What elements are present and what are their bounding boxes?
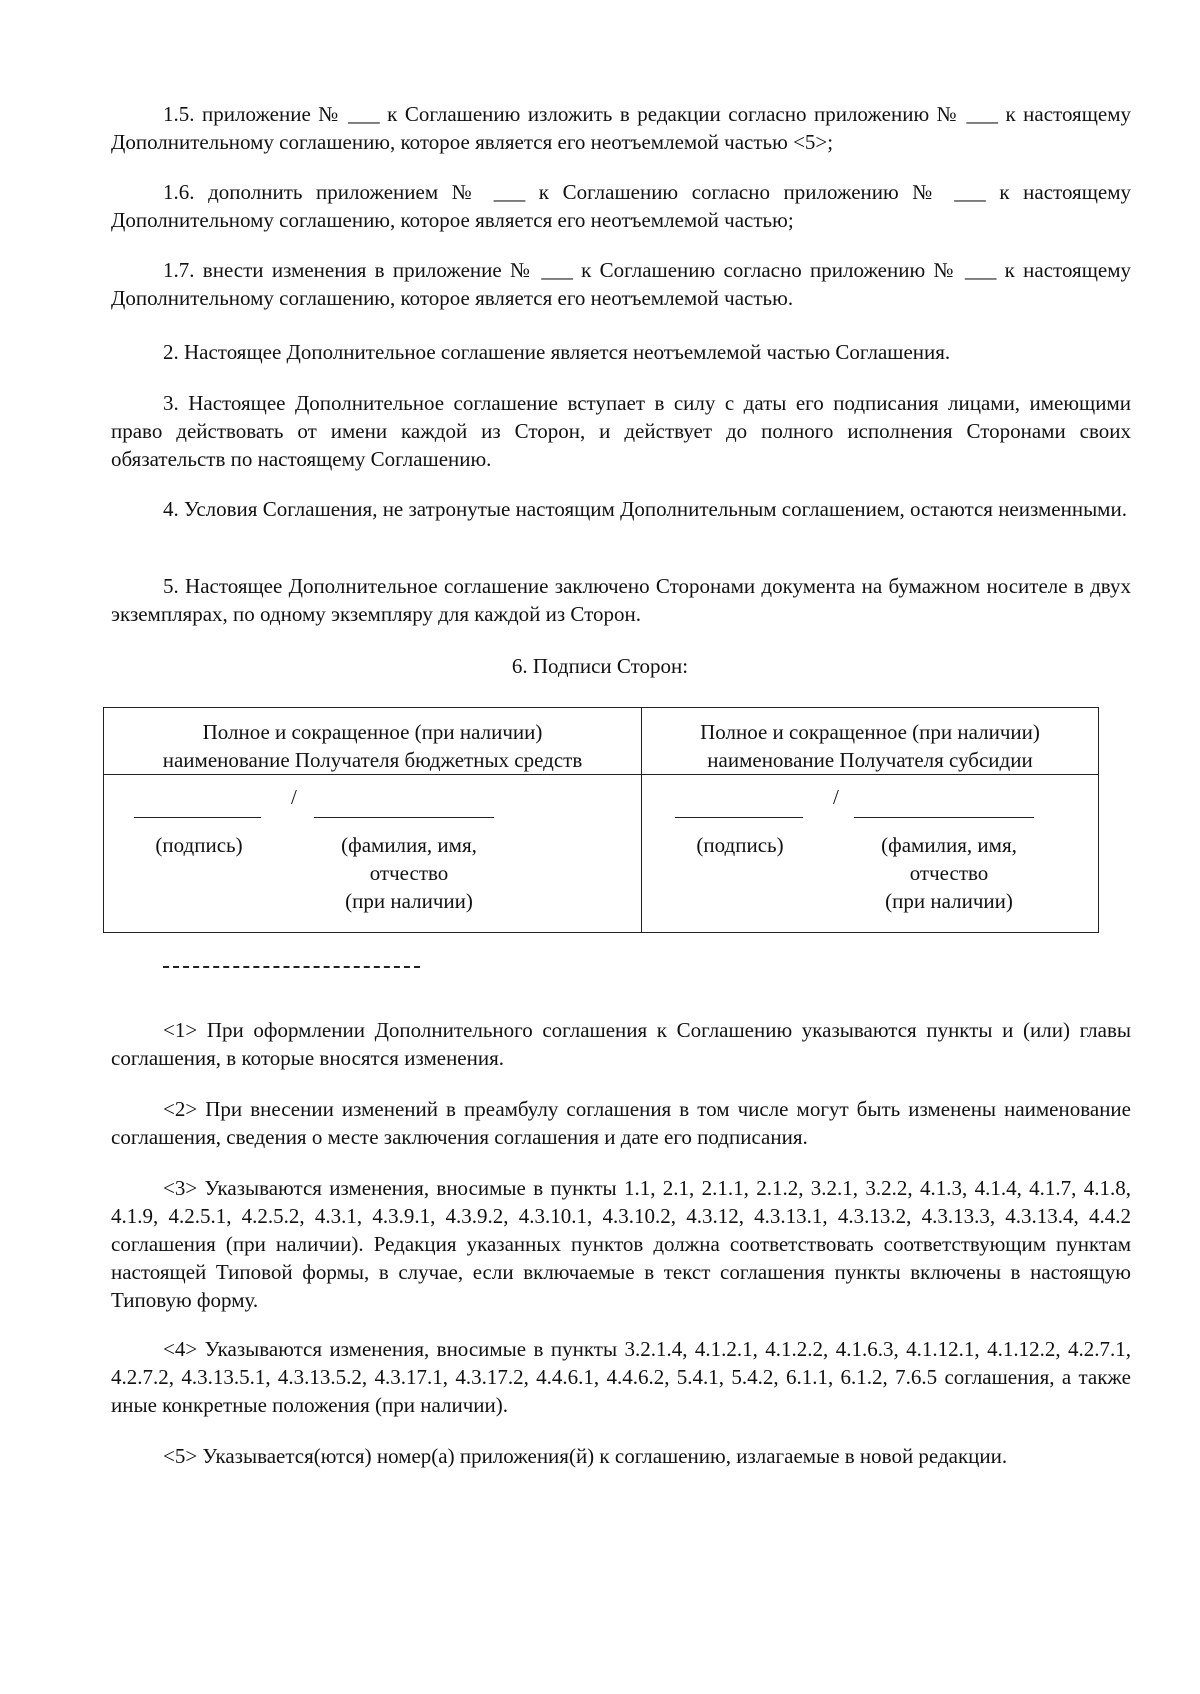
left-signature-label: (подпись) — [155, 833, 243, 857]
right-signature-label: (подпись) — [696, 833, 784, 857]
paragraph-2: 2. Настоящее Дополнительное соглашение является неотъемлемой частью Соглашения. — [163, 340, 951, 364]
paragraph-5: 5. Настоящее Дополнительное соглашение заключено Сторонами документа на бумажном носителе в двух экземплярах, по одному экземпляру для каждой из Сторон. — [111, 574, 1131, 626]
paragraph-1-6: 1.6. дополнить приложением № ___ к Соглашению согласно приложению № ___ к настоящему Дополнительному соглашению, которое является его неотъемлемой частью; — [111, 180, 1131, 232]
left-signature-block — [104, 775, 642, 933]
footnote-1: <1> При оформлении Дополнительного соглашения к Соглашению указываются пункты и (или) главы соглашения, в которые вносятся изменения. — [111, 1018, 1131, 1070]
footnote-4: <4> Указываются изменения, вносимые в пункты 3.2.1.4, 4.1.2.1, 4.1.2.2, 4.1.6.3, 4.1.12.1, 4.1.12.2, 4.2.7.1, 4.2.7.2, 4.3.13.5.1, 4.3.13.5.2, 4.3.17.1, 4.3.17.2, 4.4.6.1, 4.4.6.2, 5.4.1, 5.4.2, 6.1.1, 6.1.2, 7.6.5 соглашения, а также иные конкретные положения (при наличии). — [111, 1337, 1131, 1417]
paragraph-1-7: 1.7. внести изменения в приложение № ___ к Соглашению согласно приложению № ___ к настоящему Дополнительному соглашению, которое является его неотъемлемой частью. — [111, 258, 1131, 310]
left-party-header: Полное и сокращенное (при наличии) наименование Получателя бюджетных средств — [104, 708, 642, 775]
right-name-label: (фамилия, имя, отчество (при наличии) — [881, 833, 1017, 913]
right-name-line — [854, 817, 1034, 818]
left-name-label: (фамилия, имя, отчество (при наличии) — [341, 833, 477, 913]
paragraph-4: 4. Условия Соглашения, не затронутые настоящим Дополнительным соглашением, остаются неизменными. — [163, 497, 1127, 521]
signatures-title: 6. Подписи Сторон: — [511, 654, 689, 678]
right-signature-line — [675, 817, 803, 818]
paragraph-1-5: 1.5. приложение № ___ к Соглашению изложить в редакции согласно приложению № ___ к настоящему Дополнительному соглашению, которое является его неотъемлемой частью <5>; — [111, 102, 1131, 154]
right-party-header: Полное и сокращенное (при наличии) наименование Получателя субсидии — [642, 708, 1099, 775]
left-slash: / — [291, 785, 297, 809]
paragraph-3: 3. Настоящее Дополнительное соглашение вступает в силу с даты его подписания лицами, имеющими право действовать от имени каждой из Сторон, и действует до полного исполнения Сторонами своих обязательств по настоящему Соглашению. — [111, 391, 1131, 471]
footnote-3: <3> Указываются изменения, вносимые в пункты 1.1, 2.1, 2.1.1, 2.1.2, 3.2.1, 3.2.2, 4.1.3, 4.1.4, 4.1.7, 4.1.8, 4.1.9, 4.2.5.1, 4.2.5.2, 4.3.1, 4.3.9.1, 4.3.9.2, 4.3.10.1, 4.3.10.2, 4.3.12, 4.3.13.1, 4.3.13.2, 4.3.13.3, 4.3.13.4, 4.4.2 соглашения (при наличии). Редакция указанных пунктов должна соответствовать соответствующим пунктам настоящей Типовой формы, в случае, если включаемые в текст соглашения пункты включены в настоящую Типовую форму. — [111, 1176, 1131, 1312]
left-name-line — [314, 817, 494, 818]
signatures-table — [103, 707, 1099, 933]
footnote-5: <5> Указывается(ются) номер(а) приложения(й) к соглашению, излагаемые в новой редакции. — [163, 1444, 1008, 1468]
right-slash: / — [833, 785, 839, 809]
footnote-2: <2> При внесении изменений в преамбулу соглашения в том числе могут быть изменены наименование соглашения, сведения о месте заключения соглашения и дате его подписания. — [111, 1097, 1131, 1149]
footnote-separator — [163, 966, 420, 968]
left-signature-line — [134, 817, 261, 818]
right-signature-block — [642, 775, 1099, 933]
